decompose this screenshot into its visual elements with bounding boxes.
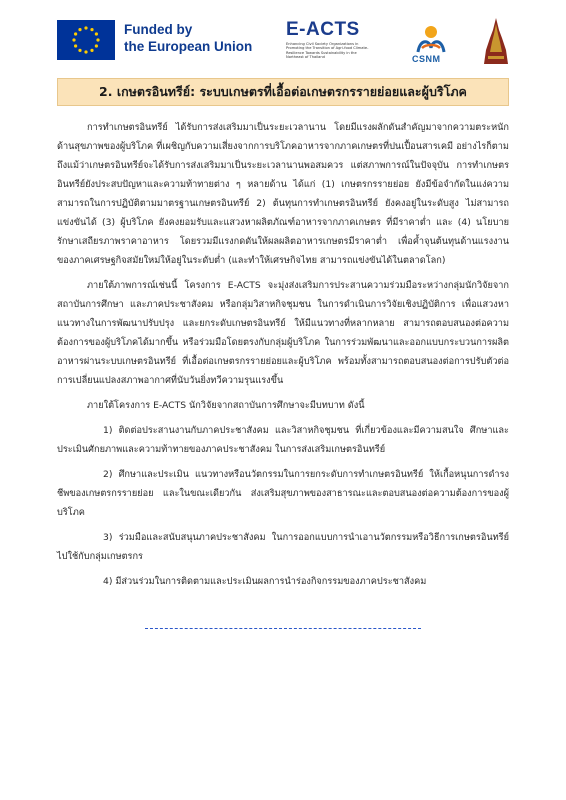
list-item: 1) ติดต่อประสานงานกับภาคประชาสังคม และวิสาหกิจชุมชน ที่เกี่ยวข้องและมีความสนใจ ศึกษาและประเมินศักยภาพและความท้าทายของภาคประชาสังคม ในการส่งเสริมเกษตรอินทรีย์	[57, 425, 509, 455]
list-item: 4) มีส่วนร่วมในการติดตามและประเมินผลการนำร่องกิจกรรมของภาคประชาสังคม	[103, 576, 427, 587]
eu-star	[96, 38, 99, 41]
paragraph-intro: การทำเกษตรอินทรีย์ ได้รับการส่งเสริมมาเป็นระยะเวลานาน โดยมีแรงผลักดันสำคัญมาจากความตระหนักด้านสุขภาพของผู้บริโภค ที่เผชิญกับความเสี่ยงจากการบริโภคอาหารจากภาคเกษตรที่ปนเปื้อนสารเคมี อย่างไรก็ตาม ถึงแม้ว่าเกษตรอินทรีย์จะได้รับการส่งเสริมมาเป็นระยะเวลานานพอสมควร แต่สภาพการณ์ในปัจจุบัน การทำเกษตรอินทรีย์ยังประสบปัญหาและความท้าทายต่าง ๆ หลายด้าน ได้แก่ (1) เกษตรกรรายย่อย ยังมีข้อจำกัดในแง่ความสามารถในการปฏิบัติตามมาตรฐานเกษตรอินทรีย์ 2) ต้นทุนการทำเกษตรอินทรีย์ ยังคงอยู่ในระดับสูง ไม่สามารถแข่งขันได้ (3) ผู้บริโภค ยังคงยอมรับและแสวงหาผลิตภัณฑ์อาหารจากภาคเกษตร ที่มีราคาต่ำ และ (4) นโยบายรักษาเสถียรภาพราคาอาหาร โดยรวมมีแรงกดดันให้ผลผลิตอาหารเกษตรมีราคาต่ำ เพื่อค้ำจุนต้นทุนด้านแรงงานของภาคเศรษฐกิจสมัยใหม่ให้อยู่ในระดับต่ำ (และทำให้เศรษกิจไทย สามารถแข่งขันได้ในตลาดโลก)	[57, 122, 509, 266]
paragraph-project: ภายใต้ภาพการณ์เช่นนี้ โครงการ E-ACTS จะมุ่งส่งเสริมการประสานความร่วมมือระหว่างกลุ่มนักวิจัยจากสถาบันการศึกษา และภาคประชาสังคม หรือกลุ่มวิสาหกิจชุมชน ในการดำเนินการวิจัยเชิงปฏิบัติการ เพื่อแสวงหาแนวทางในการพัฒนาปรับปรุง และยกระดับเกษตรอินทรีย์ ให้มีแนวทางที่หลากหลาย สามารถตอบสนองต่อความต้องการของผู้บริโภคได้มากขึ้น หรือร่วมมือโดยตรงกับกลุ่มผู้บริโภค ในการร่วมพัฒนาและออกแบบกระบวนการผลิตอาหารผ่านระบบเกษตรอินทรีย์ ที่เอื้อต่อเกษตรกรรายย่อยและผู้บริโภค พร้อมทั้งสามารถตอบสนองต่อการปรับตัวต่อการเปลี่ยนแปลงสภาพอากาศที่นับวันยิ่งทวีความรุนแรงขึ้น	[57, 280, 509, 386]
eacts-logo-title: E-ACTS	[286, 19, 360, 40]
eu-star	[95, 44, 98, 47]
eu-star	[90, 28, 93, 31]
eacts-logo	[286, 19, 369, 60]
list-item: 2) ศึกษาและประเมิน แนวทางหรือนวัตกรรมในการยกระดับการทำเกษตรอินทรีย์ ให้เกื้อหนุนการดำรงชีพของเกษตรกรรายย่อย และในขณะเดียวกัน ส่งเสริมสุขภาพของสาธารณะและตอบสนองต่อความต้องการของผู้บริโภค	[57, 469, 509, 518]
body-content	[57, 118, 509, 597]
eu-funding-label	[124, 21, 252, 55]
eu-star	[78, 49, 81, 52]
section-title: 2. เกษตรอินทรีย์: ระบบเกษตรที่เอื้อต่อเกษตรกรรายย่อยและผู้บริโภค	[99, 84, 467, 99]
eu-star	[84, 50, 87, 53]
eu-funding-line1: Funded by	[124, 22, 193, 37]
eu-star	[95, 32, 98, 35]
eu-star	[90, 49, 93, 52]
eacts-logo-subtitle: Enhancing Civil Society Organizations in Promoting the Transition of Agri-food Climate-Resilience Towards Sustainability in the Northeast of Thailand	[286, 42, 369, 60]
eu-star	[72, 38, 75, 41]
eu-star	[78, 28, 81, 31]
university-seal-icon	[482, 16, 510, 66]
eu-funding-line2: the European Union	[124, 39, 253, 54]
csnm-logo-text: CSNM	[412, 54, 441, 64]
eu-star	[74, 44, 77, 47]
paragraph-roles-intro: ภายใต้โครงการ E-ACTS นักวิจัยจากสถาบันการศึกษาจะมีบทบาท ดังนี้	[87, 400, 365, 411]
divider-line	[145, 628, 421, 629]
eu-star	[74, 32, 77, 35]
section-title-bar	[57, 78, 509, 106]
page-header	[0, 0, 566, 72]
eu-flag-icon	[57, 20, 115, 60]
list-item: 3) ร่วมมือและสนับสนุนภาคประชาสังคม ในการออกแบบการนำเอานวัตกรรมหรือวิธีการเกษตรอินทรีย์ ไปใช้กับกลุ่มเกษตรกร	[57, 532, 509, 562]
eu-star	[84, 26, 87, 29]
